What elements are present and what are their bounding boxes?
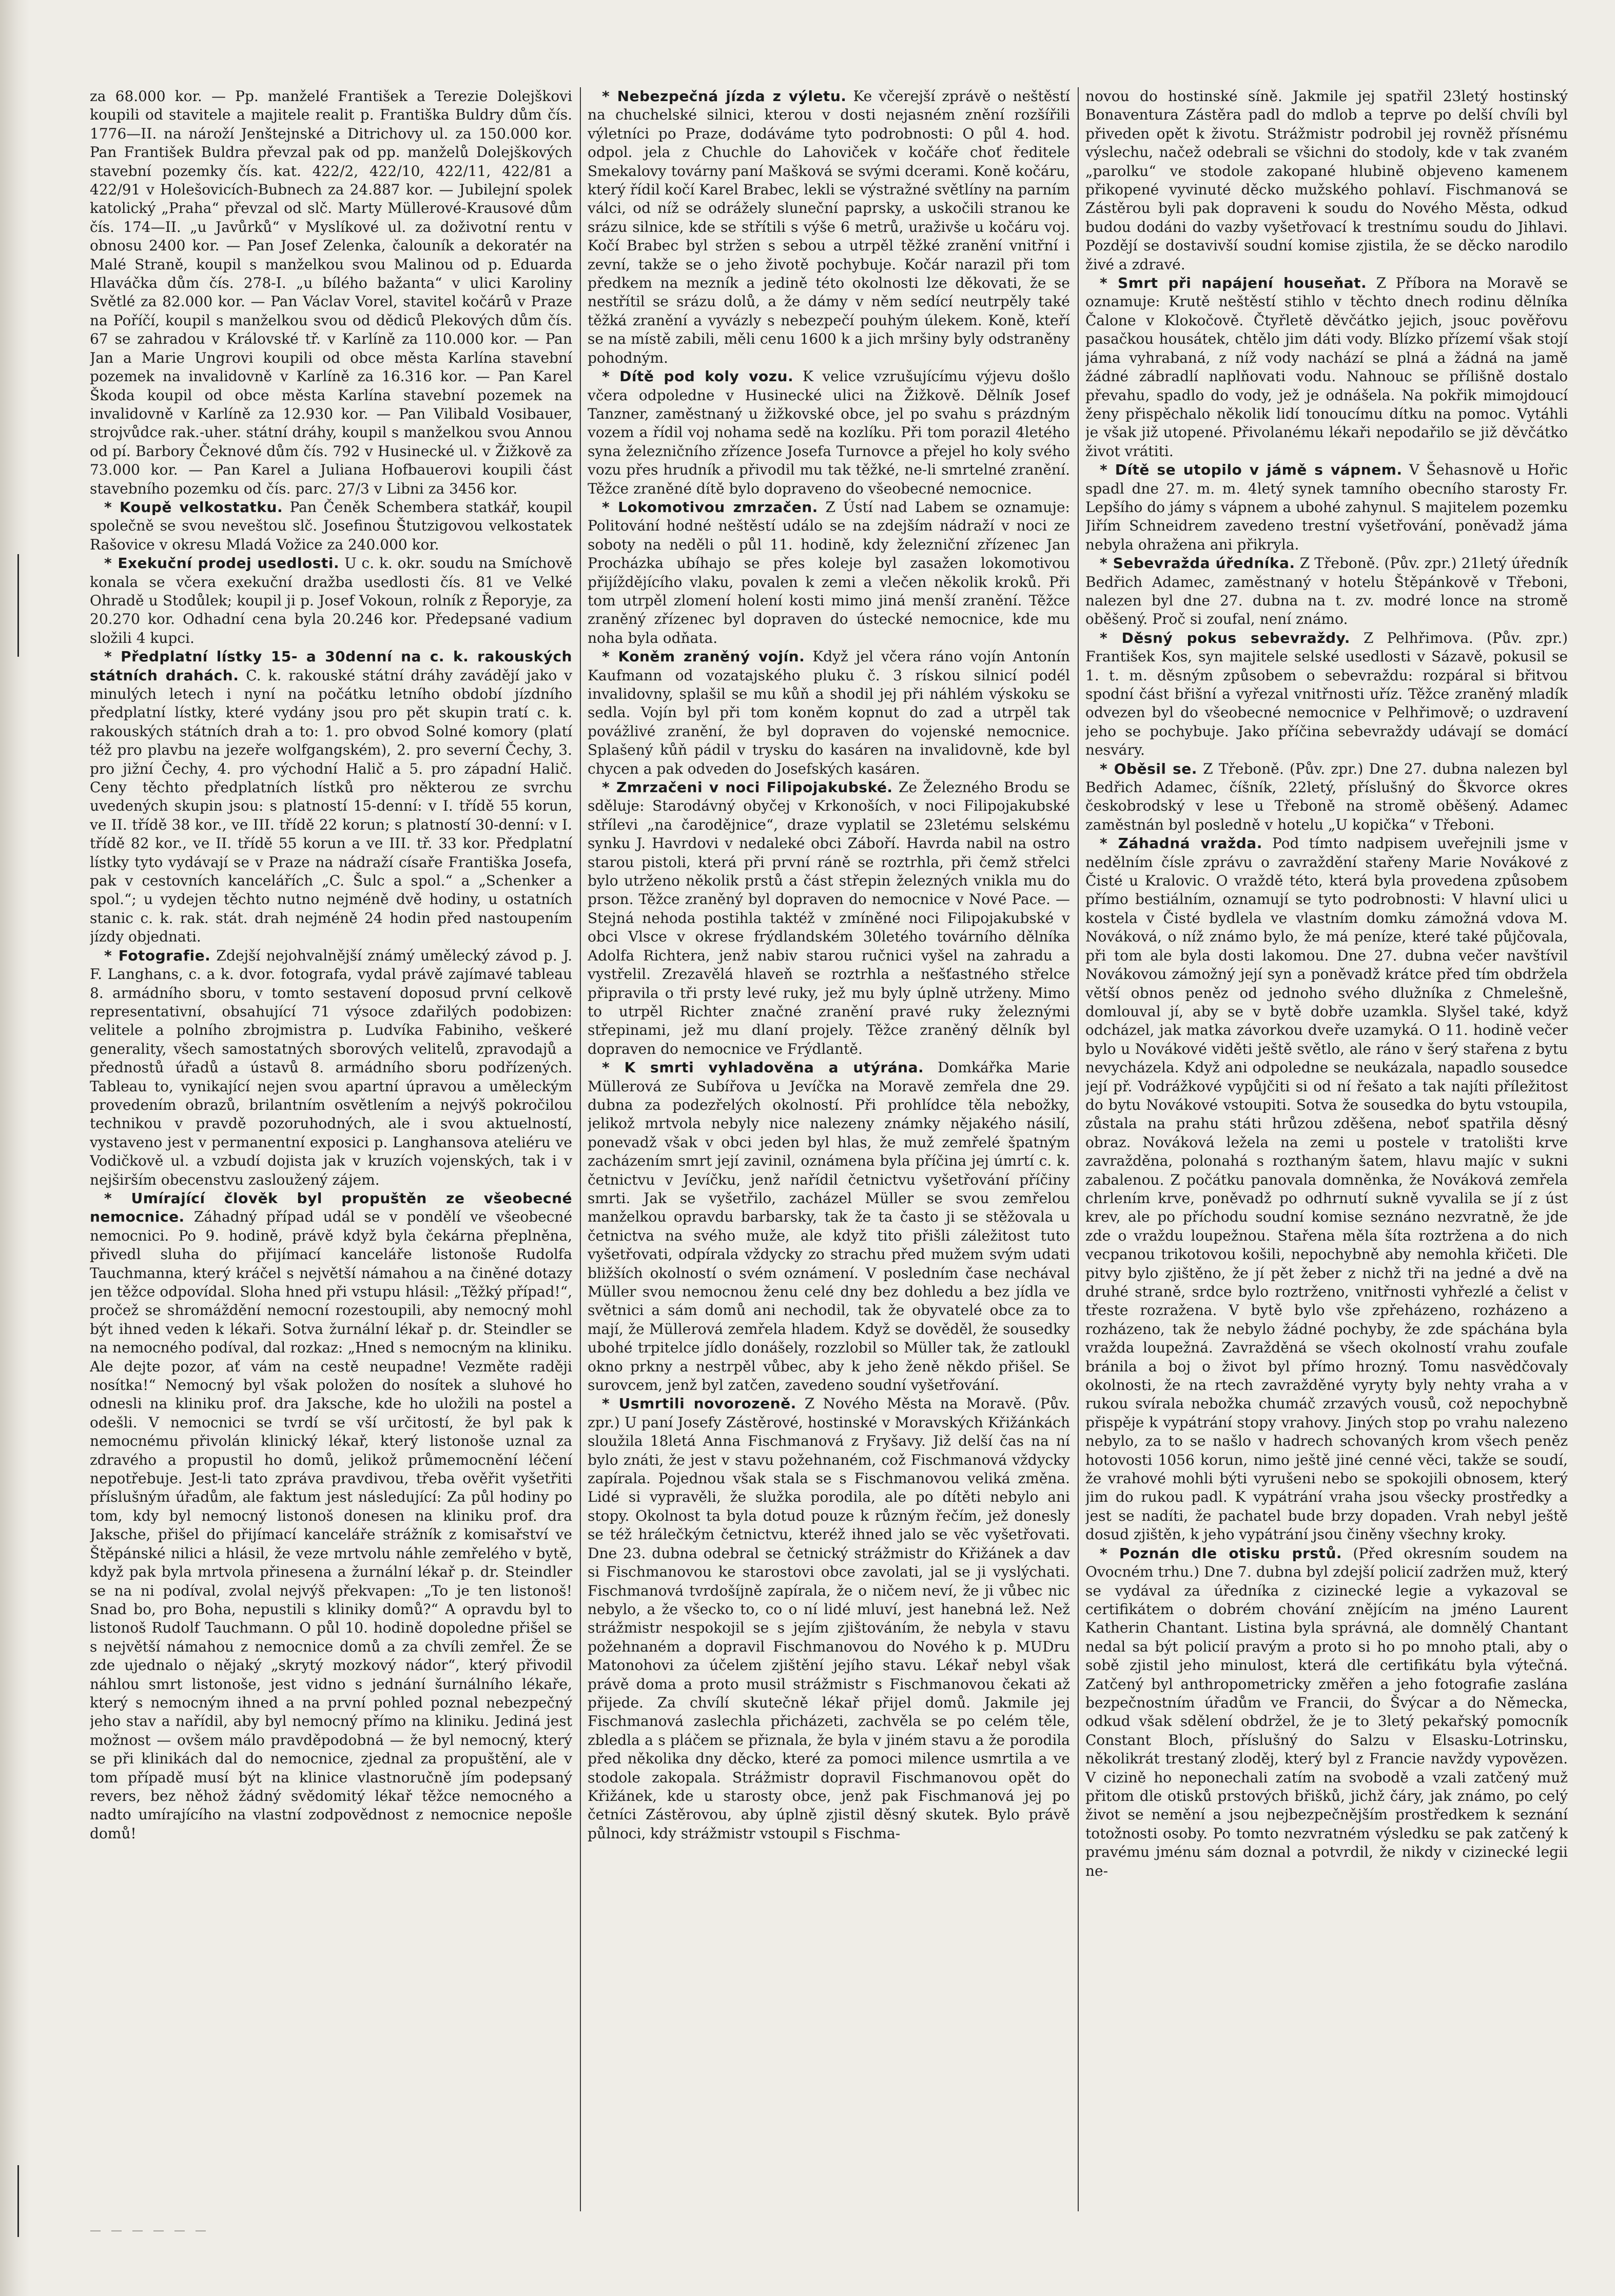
article-body: Domkářka Marie Müllerová ze Subířova u Jevíčka na Moravě zemřela dne 29. dubna za podezřelých okolností. Při prohlídce těla nebožky, jelikož mrtvola nebyly nice nalezeny známky nějakého násilí, ponevadž však v obci jeden byl hlas, že muž zemřelé špatným zacházením smrt její zavinil, oznámena byla příčina jej úmrtí c. k. četnictvu v Jevíčku, jenž nařídil četnictvu vyšetřování příčiny smrti. Jak se vyšetřilo, zacházel Müller se svou zemřelou manželkou opravdu barbarsky, tak že ta často ji se stěžovala u četnictva na svého muže, ale když tito přišli záležitost tuto vyšetřovati, odpírala vždycky zo strachu před mužem svým udati bližších okolností o svém oznámení. V posledním čase nechával Müller svou nemocnou ženu celé dny bez dohledu a bez jídla ve světnici a sám domů ani nechodil, tak že obyvatelé obce za to mají, že Müllerová zemřela hladem. Když se dověděl, že sousedky ubohé trpitelce jídlo donášely, rozzlobil so Müller tak, že zatloukl okno prkny a nestrpěl vůbec, aby k jeho ženě někdo přišel. Se surovcem, jenž byl zatčen, zavedeno soudní vyšetřování. [588,1059,1070,1394]
article-headline: * Fotografie. [104,947,211,964]
article [1085,834,1568,1544]
footer-rule-text: — — — — — — [90,2224,209,2237]
article [588,1058,1070,1395]
article [1085,554,1568,629]
article-body: Z Pelhřimova. (Pův. zpr.) František Kos, syn majitele selské usedlosti v Sázavě, pokusil se 1. t. m. děsným způsobem o sebevraždu: rozpáral si břitvou spodní část břišní a vyřezal vnitřnosti uříz. Těžce zraněný mladík odvezen byl do všeobecné nemocnice v Pelhřimově; o uzdravení jeho se pochybuje. Jako příčina sebevraždy udávají se domácí nesváry. [1085,629,1568,759]
article-headline: * Oběsil se. [1100,760,1197,777]
article-body: K velice vzrušujícímu výjevu došlo včera odpoledne v Husinecké ulici na Žižkově. Dělník Josef Tanzner, zaměstnaný u žižkovské obce, jel po svahu s prázdným vozem a řídil voj nohama sedě na kozlíku. Při tom porazil 4letého syna železničního zřízence Josefa Turnovce a přejel ho koly svého vozu přes hrudník a přivodil mu tak těžké, ne-li smrtelné zranění. Těžce zraněné dítě bylo dopraveno do všeobecné nemocnice. [588,368,1070,497]
article [588,1395,1070,1843]
article-headline: * Koněm zraněný vojín. [602,648,805,665]
article [90,1189,572,1843]
column-1 [90,87,572,2211]
article-headline: * Poznán dle otisku prstů. [1100,1544,1342,1562]
article [588,647,1070,778]
article-headline: * Sebevražda úředníka. [1100,555,1295,572]
article-continuation: novou do hostinské síně. Jakmile jej spatřil 23letý hostinský Bonaventura Zástěra padl do mdlob a teprve po delší chvíli byl přiveden opět k životu. Strážmistr podrobil jej rovněž přísnému výslechu, načež odebrali se všichni do stodoly, kde v tak zvaném „parolku“ ve stodole zakopané hlubině objeveno kamenem přikopené vyvinuté děcko mužského pohlaví. Fischmanová se Zástěrou byli pak dopraveni k soudu do Nového Města, odkud budou dodáni do vazby vyšetřovací k trestnímu soudu do Jihlavi. Pozdějí se dostavivší soudní komise zjistila, že se děcko narodilo živé a zdravé. [1085,88,1568,273]
article-body: (Před okresním soudem na Ovocném trhu.) Dne 7. dubna byl zdejší policií zadržen muž, který se vydával za úředníka z cizinecké legie a vykazoval se certifikátem o dobrém chování znějícím na jméno Laurent Katherin Chantant. Listina byla správná, ale domnělý Chantant nedal sa být policií pravým a proto si ho po mnoho ptali, aby o sobě zjistil jeho minulost, která dle certifikátu byla výtečná. Zatčený byl anthropometricky změřen a jeho fotografie zaslána bezpečnostním úřadům ve Francii, do Švýcar a do Německa, odkud však sdělení obdržel, že je to 3letý pekařský pomocník Constant Bloch, příslušný do Salzu v Elsasku-Lotrinsku, několikrát trestaný zloděj, který byl z Francie navždy vypovězen. V cizině ho neponechali zatím na svobodě a vzali zatčený muž přitom dle otisků prstových břišků, jichž čáry, jak známo, po celý život se nemění a jsou nejbezpečnějším prostředkem k seznání totožnosti osoby. Po tomto nezvratném výsledku se pak zatčený k pravému jménu sám doznal a potvrdil, že nikdy v cizinecké legii ne- [1085,1544,1568,1879]
article-headline: * Lokomotivou zmrzačen. [602,498,818,516]
article [90,498,572,554]
article-headline: * Předplatní lístky 15- a 30denní na c. k. rakouských státních drahách. [90,648,572,684]
article-body: Z Ústí nad Labem se oznamuje: Politování hodné neštěstí událo se na zdejším nádraží v noci ze soboty na neděli o půl 11. hodině, kdy železniční zřízenec Jan Procházka ubíhajo se přes koleje byl zasažen lokomotivou přijíždějícího vlaku, povalen k zemi a vlečen několik kroků. Při tom utrpěl zlomení holení kosti mimo jiná menší zranění. Těžce zraněný zřízenec byl dopraven do ústecké nemocnice, kde mu noha byla odňata. [588,498,1070,646]
article [588,87,1070,367]
article-headline: * Usmrtili novorozeně. [602,1395,796,1412]
article-headline: * Zmrzačeni v noci Filipojakubské. [602,779,893,796]
article-headline: * Dítě se utopilo v jámě s vápnem. [1100,461,1403,479]
article-headline: * Koupě velkostatku. [104,498,283,516]
article-body: U c. k. okr. soudu na Smíchově konala se včera exekuční dražba usedlosti čís. 81 ve Velké Ohradě u Stodůlek; koupil ji p. Josef Vokoun, rolník z Řeporyje, za 20.270 kor. Odhadní cena byla 20.246 kor. Předepsané vadium složili 4 kupci. [90,555,572,646]
column-rule [580,87,581,2211]
article-body: Z Příbora na Moravě se oznamuje: Krutě neštěstí stihlo v těchto dnech rodinu dělníka Čalone v Klokočově. Čtyřletě děvčátko jejich, jsouc pověřovu pasačkou housátek, chtělo jim dáti vody. Blízko přízemí však stojí jáma vyhrabaná, z níž vody nachází se plná a žádná na jamě žádné zábradlí naplňovati vodu. Nahnouc se přílišně dostalo převahu, spadlo do vody, jež je odnášela. Na pokřik mimojdoucí ženy přispěchalo několik lidí tonoucímu dítku na pomoc. Vytáhli je však již utopené. Přivolanému lékaři nepodařilo se již děvčátko život vrátiti. [1085,274,1568,460]
article-body: Pod tímto nadpisem uveřejnili jsme v nedělním čísle zprávu o zavraždění stařeny Marie Novákové z Čisté u Kralovic. O vraždě této, která byla provedena způsobem přímo bestiálním, oznamují se tyto podrobnosti: V hlavní ulici u kostela v Čisté bydlela ve vlastním domku zámožná vdova M. Nováková, o níž známo bylo, že má peníze, které také půjčovala, při tom ale byla dosti lakomou. Dne 27. dubna večer navštívil Novákovou zámožný její syn a poněvadž krátce před tím obdržela větší obnos peněz od jednoho svého dlužníka z Chmelešně, domlouval jí, aby se v bytě dobře uzamkla. Slyšel také, když odcházel, jak matka závorkou dveře uzamyká. O 11. hodině večer bylo u Novákové viděti ještě světlo, ale ráno v šerý stařena z bytu nevycházela. Když ani odpoledne se neukázala, napadlo sousedce její př. Vodrážkové vypůjčiti si od ní řešato a tak najíti příležitost do bytu Novákové vstoupiti. Sotva že sousedka do bytu vstoupila, zůstala na prahu státi hrůzou zděšena, neboť spatřila děsný obraz. Nováková ležela na zemi u postele v tratolišti krve zavražděna, polonahá s rozthaným šatem, hlavu majíc v sukni zabalenou. Z počátku panovala domněnka, že Nováková zemřela chrlením krve, poněvadž po odhrnutí sukně vyvalila se jí z úst krev, ale po příchodu soudní komise seznáno nezvratně, že jde zde o vraždu loupežnou. Stařena měla šíta roztržena a do nich vecpanou trikotovou košili, nepochybně aby nemohla křičeti. Dle pitvy bylo zjištěno, že jí pět žeber z nichž tři na jedné a dvě na druhé straně, srdce bylo roztrženo, vnitřnosti vyhřezlé a čelist v třeste rozražena. V bytě bylo vše zpřeházeno, rozházeno a rozházeno, tak že nebylo žádné pochyby, že zde spáchána byla vražda loupežná. Zavražděná se všech okolností vrahu zoufale bránila a boj o život byl přímo hrozný. Tomu nasvědčovaly okolnosti, že na rtech zavražděné vyryty byly nehty vraha a v rukou svírala nebožka chumáč zrzavých vousů, což nepochybně přispěje k vypátrání stopy vrahovy. Jiných stop po vrahu nalezeno nebylo, za to se našlo v hadrech schovaných krom všech peněz hotovosti 1056 korun, nimo ještě jiné cenné věci, takže se soudí, že vrahové mohli býti vyrušeni nebo se spokojili obnosem, který jim do rukou padl. K vypátrání vraha jsou všecky prostředky a jest se nadíti, že pachatel bude brzy dopaden. Vrah nebyl ještě dosud zjištěn, k jeho vypátrání jsou činěny všechny kroky. [1085,835,1568,1543]
article [90,947,572,1189]
article [588,498,1070,647]
article-headline: * Exekuční prodej usedlosti. [104,555,340,572]
article [1085,760,1568,835]
article-headline: * Děsný pokus sebevraždy. [1100,629,1350,646]
article-headline: * Nebezpečná jízda z výletu. [602,88,847,105]
column-rule [1078,87,1079,2211]
article-body: Záhadný případ udál se v pondělí ve všeobecné nemocnici. Po 9. hodině, právě když byla čekárna přeplněna, přivedl sluha do přijímací kanceláře listonoše Rudolfa Tauchmanna, který kráčel s největší námahou a na činěné dotazy jen těžce odpovídal. Sloha hned při vstupu hlásil: „Těžký případ!“, pročež se shromáždění nemocní rozestoupili, aby nemocný mohl být ihned veden k lékaři. Sotva žurnální lékař p. dr. Steindler se na nemocného podíval, dal rozkaz: „Hned s nemocným na kliniku. Ale dejte pozor, ať vám na cestě neupadne! Vezměte raději nosítka!“ Nemocný byl však položen do nosítek a sluhové ho odnesli na kliniku prof. dra Jaksche, kde ho uložili na postel a odešli. V nemocnici se tvrdí se vší určitostí, že byl pak k nemocnému přivolán klinický lékař, který listonoše uznal za zdravého a propustil ho domů, jelikož průmemocnění léčení nepotřebuje. Jest-li tato zpráva pravdivou, třeba ověřit vyšetřiti příslušným úřadům, ale faktum jest následující: Za půl hodiny po tom, kdy byl nemocný listonoš donesen na kliniku prof. dra Jaksche, přišel do přijímací kanceláře strážník z komisařství ve Štěpánské nilici a hlásil, že veze mrtvolu náhle zemřelého v bytě, když pak byla mrtvola přinesena a žurnální lékař p. dr. Steindler se na ni podíval, zvolal nejvýš překvapen: „To je ten listonoš! Snad bo, pro Boha, nepustili s kliniky domů?“ A opravdu byl to listonoš Rudolf Tauchmann. O půl 10. hodině dopoledne přišel se s největší námahou z nemocnice domů a za chvíli zemřel. Že se zde ujednalo o nějaký „skrytý mozkový nádor“, který přivodil náhlou smrt listonoše, jest vidno s jednání šurnálního lékaře, který s nemocným ihned a na první pohled poznal nebezpečný jeho stav a nařídil, aby byl nemocný přímo na kliniku. Jediná jest možnost — ovšem málo pravděpodobná — že byl nemocný, který se při klinikách dal do nemocnice, zjednal za propuštění, ale v tom případě musí být na klinice vlastnoručně jím podepsaný revers, bez něhož žádný svědomitý lékař těžce nemocného a nadto umírajícího na vlastní zodpovědnost z nemocnice nepošle domů! [90,1208,572,1842]
column-2 [588,87,1070,2211]
article [1085,629,1568,760]
article-body: Z Třeboně. (Pův. zpr.) 21letý úředník Bedřich Adamec, zaměstnaný v hotelu Štěpánkově v Třeboni, nalezen byl dne 27. dubna na t. zv. modré lonce na stromě oběšený. Proč si zoufal, není známo. [1085,555,1568,628]
article-body: Z Nového Města na Moravě. (Pův. zpr.) U paní Josefy Zástěrové, hostinské v Moravských Křižánkách sloužila 18letá Anna Fischmanová z Fryšavy. Již delší čas na ní bylo znáti, že jest v stavu požehnaném, což Fischmanová vždycky zapírala. Pojednou však stala se s Fischmanovou veliká změna. Lidé si vypravěli, že služka porodila, ale po dítěti nebylo ani stopy. Okolnost ta byla dotud pouze k různým řečím, jež donesly se též hrálečkým četnictvu, kteréž ihned jalo se věc vyšetřovati. Dne 23. dubna odebral se četnický strážmistr do Křižánek a dav si Fischmanovou ke starostovi obce zavolati, jal se ji vyslýchati. Fischmanová tvrdošíjně zapírala, že o ničem neví, že ji vůbec nic nebylo, a že všecko to, co o ní lidé mluví, jest hanebná lež. Než strážmistr nespokojil se s jejím zjištováním, že nebyla v stavu požehnaném a dopravil Fischmanovou do Nového k p. MUDru Matonohovi za účelem zjištění jejího stavu. Lékař nebyl však právě doma a proto musil strážmistr s Fischmanovou čekati až přijede. Za chvílí skutečně lékař přijel domů. Jakmile jej Fischmanová zaslechla přicházeti, zachvěla se po celém těle, zbledla a s pláčem se přiznala, že byla v jiném stavu a že porodila před několika dny děcko, které za pomoci milence usmrtila a ve stodole zakopala. Strážmistr dopravil Fischmanovou opět do Křižánek, kde u starosty obce, jenž pak Fischmanová jej po četníci Zástěrovou, aby úplně zjistil děsný skutek. Bylo právě půlnoci, kdy strážmistr vstoupil s Fischma- [588,1395,1070,1842]
article-headline: * Dítě pod koly vozu. [602,368,794,385]
article-headline: * K smrti vyhladověna a utýrána. [602,1059,924,1076]
article-body: Ke včerejší zprávě o neštěstí na chuchelské silnici, kterou v dosti nejasném znění rozšířili výletníci po Praze, dodáváme tyto podrobnosti: O půl 4. hod. odpol. jela z Chuchle do Lahoviček v kočáře choť ředitele Smekalovy továrny paní Mašková se svými dcerami. Koně kočáru, který řídil kočí Karel Brabec, lekli se výstražné světlíny na parním válci, od níž se odrážely sluneční paprsky, a uskočili stranou ke srázu silnice, kde se střítili s výše 6 metrů, uraživše u kočáru voj. Kočí Brabec byl stržen s sebou a utrpěl těžké zranění vnitřní i zevní, takže se o jeho životě pochybuje. Kočár narazil při tom předkem na mezník a jedině této okolnosti lze děkovati, že se nestřítil se srázu dolů, a že dámy v něm sedící neutrpěly také těžká zranění a vyvázly s nebezpečí pouhým úlekem. Koně, kteří se na místě zabili, měli cenu 1600 k a jich mršiny byly odstraněny pohodným. [588,88,1070,366]
article-continuation: za 68.000 kor. — Pp. manželé František a Terezie Dolejškovi koupili od stavitele a majitele realit p. Františka Buldry dům čís. 1776—II. na nároží Jenštejnské a Ditrichovy ul. za 150.000 kor. Pan František Buldra převzal pak od pp. manželů Dolejškových stavební pozemky čís. kat. 422/2, 422/10, 422/11, 422/81 a 422/91 v Holešovicích-Bubnech za 24.887 kor. — Jubilejní spolek katolický „Praha“ převzal od slč. Marty Müllerové-Krausové dům čís. 174—II. „u Javůrků“ v Myslíkové ul. za doživotní rentu v obnosu 2400 kor. — Pan Josef Zelenka, čalouník a dekoratér na Malé Straně, koupil s manželkou svou Malinou od p. Eduarda Hlaváčka dům čís. 278-I. „u bílého bažanta“ v ulici Karoliny Světlé za 82.000 kor. — Pan Václav Vorel, stavitel kočárů v Praze na Poříčí, koupil s manželkou svou od dědiců Plekových dům čís. 67 se zahradou v Královské tř. v Karlíně za 110.000 kor. — Pan Jan a Marie Ungrovi koupili od obce města Karlína stavební pozemek na invalidovně v Karlíně za 16.316 kor. — Pan Karel Škoda koupil od obce města Karlína stavební pozemek na invalidovně v Karlíně za 12.930 kor. — Pan Vilibald Vosibauer, strojvůdce rak.-uher. státní dráhy, koupil s manželkou svou Annou od pí. Barbory Čeknové dům čís. 792 v Husinecké ul. v Žižkově za 73.000 kor. — Pan Karel a Juliana Hofbauerovi koupili část stavebního pozemku od čís. parc. 27/3 v Libni za 3456 kor. [90,88,572,497]
article-headline: * Smrt při napájení houseňat. [1100,274,1367,292]
article [90,647,572,947]
binding-mark-upper [17,554,19,657]
article [588,367,1070,498]
page-edge-shadow [0,0,30,2296]
column-3 [1085,87,1568,2211]
article-body: Pan Čeněk Schembera statkář, koupil společně se svou neveštou slč. Josefinou Štutzigovou velkostatek Rašovice v okresu Mladá Vožice za 240.000 kor. [90,498,572,553]
article [1085,274,1568,461]
binding-mark-lower [17,2165,19,2237]
article-headline: * Umírající člověk byl propuštěn ze všeobecné nemocnice. [90,1189,572,1226]
article-body: V Šehasnově u Hořic spadl dne 27. m. m. 4letý synek tamního obecního starosty Fr. Lepšího do jámy s vápnem a ubohé zahynul. S majitelem pozemku Jiřím Schneidrem zavedeno trestní vyšetřování, poněvadž jáma nebyla ohražena ani přikryla. [1085,461,1568,553]
article [588,778,1070,1058]
article-body: Zdejší nejohvalnější známý umělecký závod p. J. F. Langhans, c. a k. dvor. fotografa, vydal právě zajímavé tableau 8. armádního sboru, v tomto sestavení doposud první celkově representativní, obsahující 71 výsoce zdařilých podobizen: velitele a polního zbrojmistra p. Ludvíka Fabiniho, veškeré generality, všech samostatných sborových velitelů, zpravodajů a přednostů úřadů a ústavů 8. armádního sboru podřízených. Tableau to, vynikající nejen svou apartní úpravou a uměleckým provedením obrazů, brilantním osvětlením a nejvýš pokročilou technikou v pravdě pozoruhodných, ale i svou aktuelností, vystaveno jest v permanentní exposici p. Langhansova ateliéru ve Vodičkově ul. a vzbudí dojista jak v kruzích vojenských, tak i v nejširším obecenstvu zasloužený zájem. [90,947,572,1188]
article-body: Ze Železného Brodu se sděluje: Starodávný obyčej v Krkonoších, v noci Filipojakubské střílevi „na čarodějnice“, draze vyplatil se 23letému selskému synku J. Havrdovi v nedaleké obci Záboří. Havrda nabil na ostro starou pistoli, která při první ráně se roztrhla, při čemž střelci bylo utrženo několik prstů a část střepin železných vnikla mu do prson. Těžce zraněný byl dopraven do nemocnice v Nové Pace. — Stejná nehoda postihla taktéž v zmíněné noci Filipojakubské v obci Vlsce v okrese frýdlandském 30letého továrního dělníka Adolfa Richtera, jenž nabiv starou ručnici vyšel na zahradu a vystřelil. Zrezavělá hlaveň se roztrhla a nešťastného střelce připravila o tři prsty levé ruky, jež mu byly úplně utrženy. Mimo to utrpěl Richter značné zranění pravé ruky železnými střepinami, jež mu dlaní projely. Těžce zraněný dělník byl dopraven do nemocnice ve Frýdlantě. [588,779,1070,1057]
article-body: Z Třeboně. (Pův. zpr.) Dne 27. dubna nalezen byl Bedřich Adamec, číšník, 22letý, příslušný do Škvorce okres českobrodský v lese u Třeboně na stromě oběšený. Adamec zaměstnán byl posledně v hotelu „U kopička“ v Třeboni. [1085,760,1568,833]
article [90,554,572,647]
newspaper-page [90,87,1570,2211]
article-body: C. k. rakouské státní dráhy zavádějí jako v minulých letech i nyní na počátku letního období jízdního předplatní lístky, které vydány jsou pro pět skupin tratí c. k. rakouských státních drah a to: 1. pro obvod Solné komory (platí též pro plavbu na jezeře wolfgangském), 2. pro severní Čechy, 3. pro jižní Čechy, 4. pro východní Halič a 5. pro západní Halič. Ceny těchto předplatních lístků pro některou ze svrchu uvedených skupin jsou: s platností 15-denní: v I. třídě 55 korun, ve II. třídě 38 kor., ve III. třídě 22 korun; s platností 30-denní: v I. třídě 82 kor., ve II. třídě 55 korun a ve III. tř. 33 kor. Předplatní lístky tyto vydávají se v Praze na nádraží císaře Františka Josefa, pak v cestovních kancelářích „C. Šulc a spol.“ a „Schenker a spol.“; u vydejen těchto nutno nejméně dvě hodiny, u ostatních stanic c. k. rak. stát. drah nejméně 24 hodin před nastoupením jízdy objednati. [90,666,572,946]
article [1085,1544,1568,1880]
article [1085,461,1568,554]
article-headline: * Záhadná vražda. [1100,835,1262,852]
article-body: Když jel včera ráno vojín Antonín Kaufmann od vozatajského pluku č. 3 rískou silnicí podél invalidovny, splašil se mu kůň a shodil jej při náhlém výskoku se sedla. Vojín byl při tom koněm kopnut do zad a utrpěl tak povážlivé zranění, že byl dopraven do vojenské nemocnice. Splašený kůň pádil v trysku do kasáren na invalidovně, kde byl chycen a pak odveden do Josefských kasáren. [588,648,1070,777]
